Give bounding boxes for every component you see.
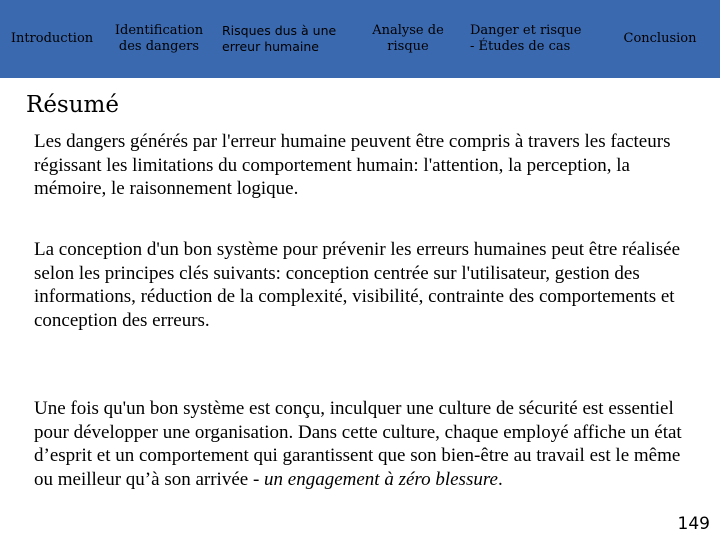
page-number: 149 bbox=[677, 514, 710, 534]
paragraph-3-end: . bbox=[497, 468, 503, 490]
nav-item-label: Conclusion bbox=[623, 30, 697, 46]
summary-paragraph-2: La conception d'un bon système pour prévenir les erreurs humaines peut être réalisée selon les principes clés suivants: conception centrée sur l'utilisateur, gestion des informations, réduction de la complexité, visibilité, contrainte des comportements et conception des erreurs. bbox=[34, 239, 681, 331]
nav-item-conclusion[interactable] bbox=[612, 0, 708, 78]
nav-item-label-line-2: risque bbox=[387, 39, 429, 54]
nav-item-label-line-2: des dangers bbox=[118, 39, 200, 54]
nav-item-label-line-1: Analyse de bbox=[372, 22, 444, 38]
paragraph-3-emphasis: un engagement à zéro blessure bbox=[264, 468, 498, 490]
summary-paragraph-1: Les dangers générés par l'erreur humaine peuvent être compris à travers les facteurs régissant les limitations du comportement humain: l'attention, la perception, la mémoire, le raisonnement logique. bbox=[34, 131, 671, 199]
slide-title: Résumé bbox=[26, 92, 119, 118]
nav-item-label-line-1: Identification bbox=[114, 22, 204, 38]
nav-item-label-line-1: Risques dus à une bbox=[222, 23, 337, 39]
nav-item-human-error-risks[interactable] bbox=[222, 0, 354, 78]
nav-item-risk-analysis[interactable] bbox=[358, 0, 458, 78]
nav-item-case-studies[interactable] bbox=[470, 0, 600, 78]
nav-item-introduction[interactable] bbox=[2, 0, 102, 78]
nav-item-hazard-identification[interactable] bbox=[106, 0, 212, 78]
nav-item-label: Introduction bbox=[10, 30, 94, 46]
nav-item-label-line-2: - Études de cas bbox=[470, 39, 571, 54]
summary-paragraph-3 bbox=[34, 397, 684, 491]
top-navigation-bar bbox=[0, 0, 720, 78]
nav-item-label-line-1: Danger et risque bbox=[470, 22, 582, 38]
nav-item-label-line-2: erreur humaine bbox=[222, 39, 319, 54]
paragraph-3-text: Une fois qu'un bon système est conçu, inculquer une culture de sécurité est essentiel pour développer une organisation. Dans cette culture, chaque employé affiche un état d’esprit et un comportement qui garantissent que son bien-être au travail est le même ou meilleur qu’à son arrivée - bbox=[34, 398, 682, 490]
